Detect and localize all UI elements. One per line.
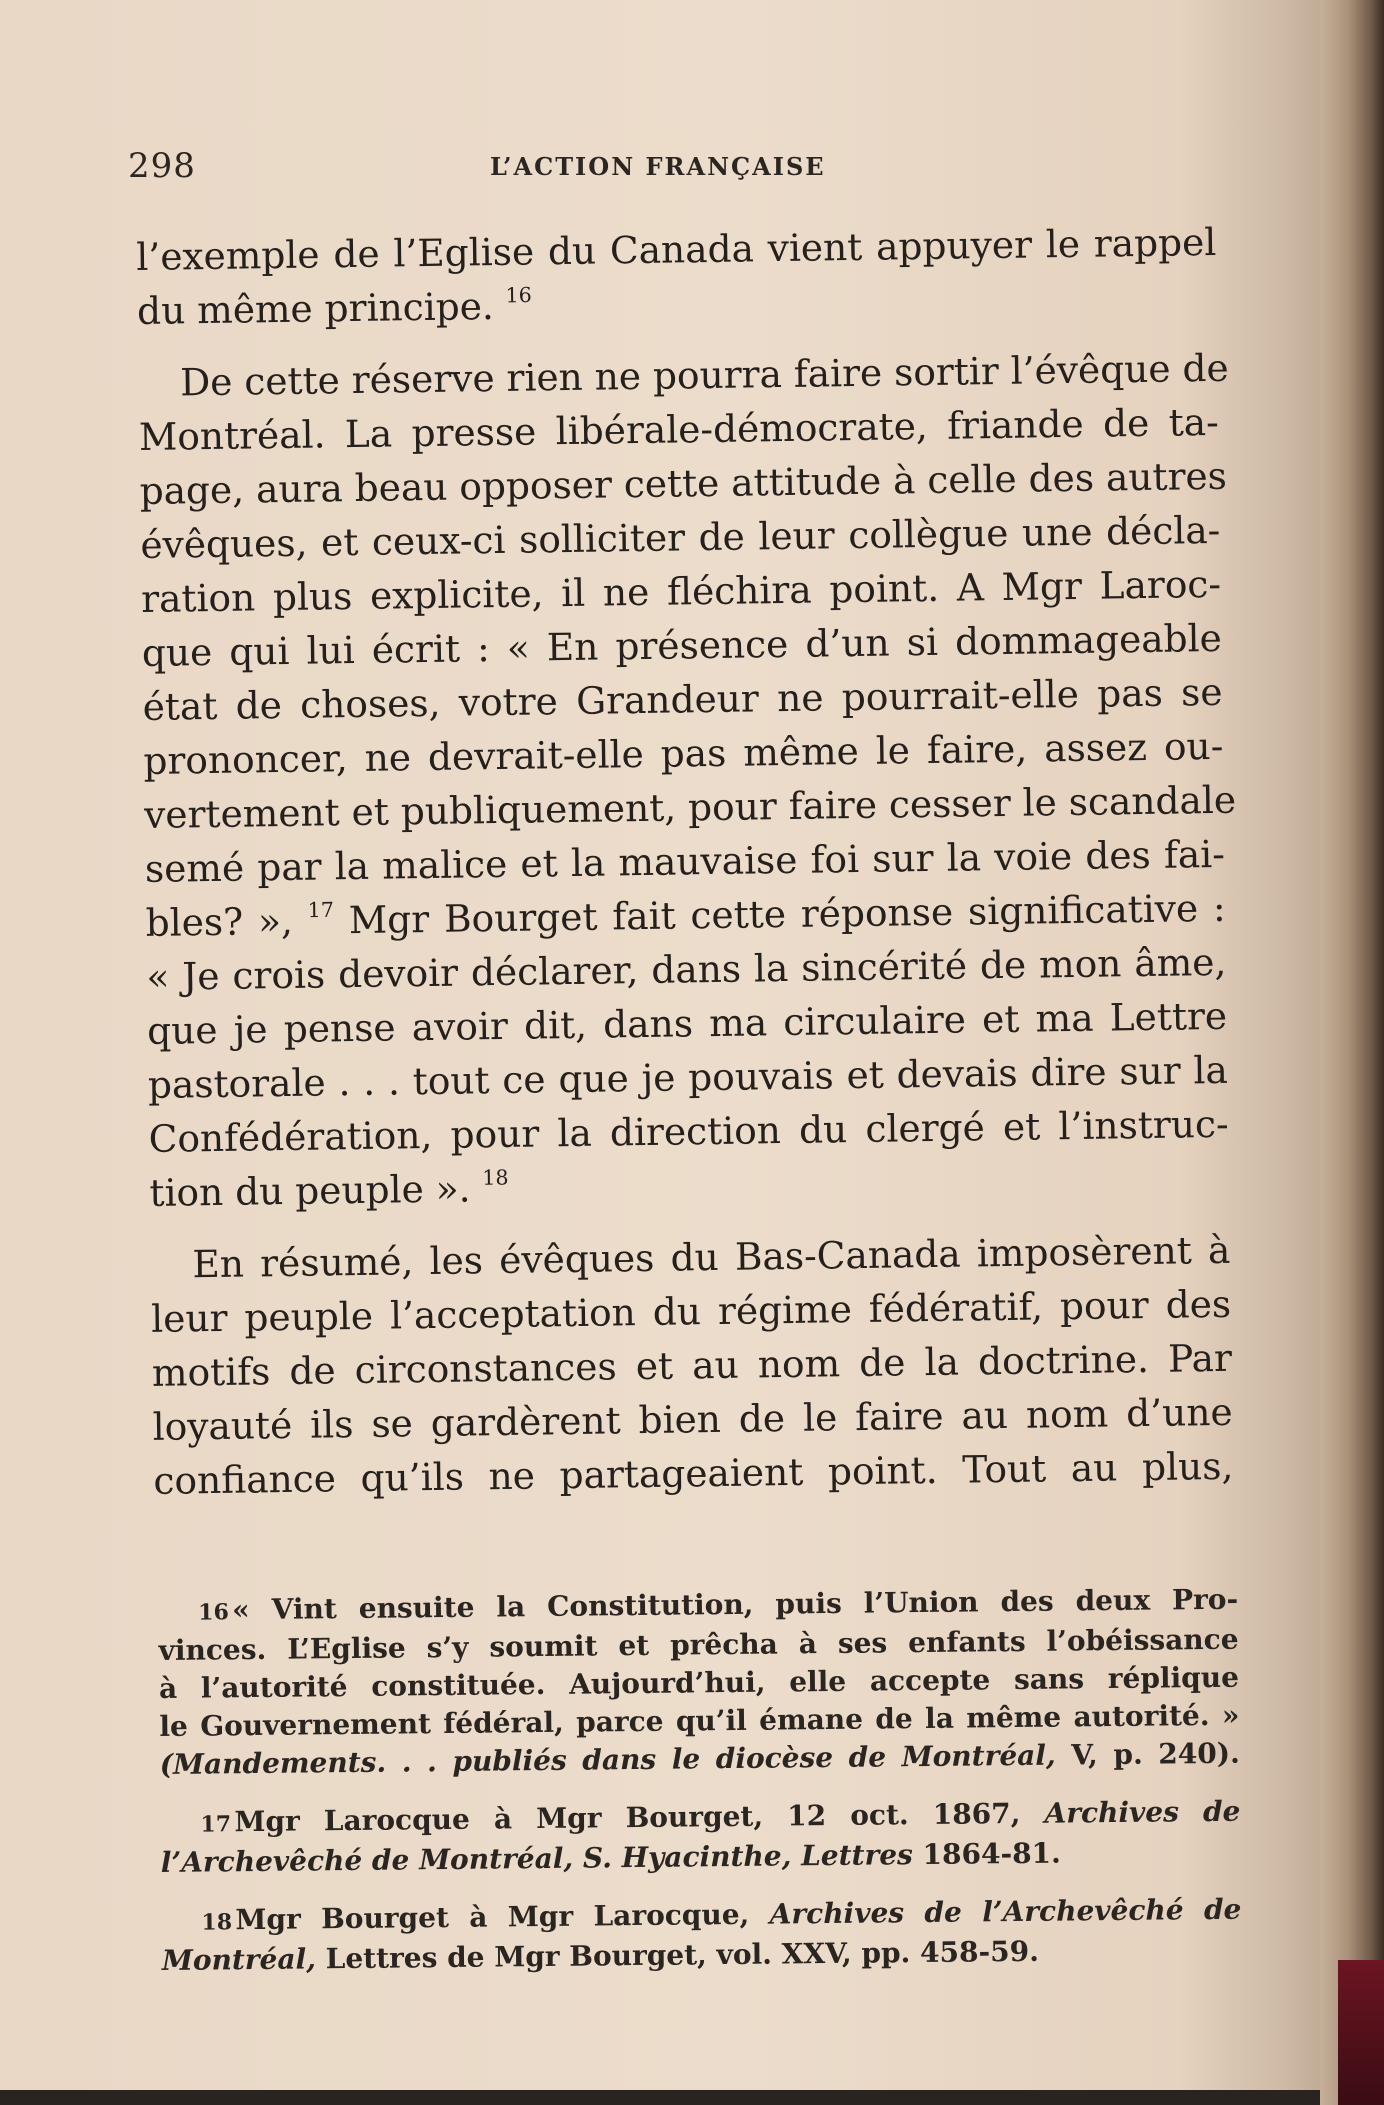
italic-span: Archives de [1044, 1794, 1241, 1830]
page-header [128, 146, 848, 196]
text-span: Mgr Bourget à Mgr Larocque, [235, 1897, 770, 1937]
italic-span: (Mandements. . . publiés dans le diocèse de Montréal, [159, 1738, 1056, 1781]
text-line: l’exemple de l’Eglise du Canada vient appuyer le rappel [136, 219, 1217, 279]
footnote-16 [158, 1581, 1240, 1784]
italic-span: Montréal, [161, 1942, 317, 1977]
footnote-number: 18 [201, 1909, 233, 1936]
running-title: L’ACTION FRANÇAISE [490, 152, 826, 181]
text-span: V, p. 240). [1055, 1736, 1240, 1772]
text-line: Confédération, pour la direction du clergé et l’instruc- [148, 1101, 1229, 1161]
paragraph-3 [150, 1223, 1234, 1508]
text-span: Mgr Larocque à Mgr Bourget, 12 oct. 1867, [234, 1796, 1045, 1839]
text-line: En résumé, les évêques du Bas-Canada imposèrent à [192, 1227, 1231, 1287]
footnotes [158, 1581, 1242, 2000]
text-line: leur peuple l’acceptation du régime fédératif, pour des [150, 1281, 1232, 1341]
text-span: bles? », [145, 898, 294, 945]
text-line: vinces. L’Eglise s’y soumit et prêcha à ses enfants l’obéissance [158, 1622, 1239, 1667]
footnote-ref-17: 17 [307, 897, 335, 923]
text-line: loyauté ils se gardèrent bien de le faire au nom d’une [152, 1389, 1233, 1449]
text-line: le Gouvernement fédéral, parce qu’il émane de la même autorité. » [159, 1698, 1240, 1743]
footnote-ref-18: 18 [482, 1165, 509, 1190]
text-line: à l’autorité constituée. Aujourd’hui, elle accepte sans réplique [158, 1660, 1240, 1705]
text-line: pastorale . . . tout ce que je pouvais et devais dire sur la [147, 1047, 1229, 1107]
text-line: ration plus explicite, il ne fléchira point. A Mgr Laroc- [140, 561, 1222, 621]
text-span: du même principe. [136, 284, 495, 333]
book-spine-shadow [1320, 0, 1384, 2105]
text-line: motifs de circonstances et au nom de la doctrine. Par [151, 1335, 1233, 1395]
text-line: semé par la malice et la mauvaise foi sur la voie des fai- [144, 831, 1226, 891]
text-span: tion du peuple ». [149, 1166, 471, 1215]
text-line: que qui lui écrit : « En présence d’un si dommageable [141, 615, 1223, 675]
paragraph-1 [136, 215, 1217, 338]
text-span: Mgr Bourget fait cette réponse significative : [333, 885, 1226, 943]
text-span: « Vint ensuite la Constitution, puis l’Union des deux Pro- [232, 1582, 1239, 1627]
body-text [136, 215, 1237, 1508]
footnote-18 [161, 1891, 1242, 1980]
text-line: évêques, et ceux-ci solliciter de leur collègue une décla- [140, 507, 1221, 567]
footnote-number: 16 [198, 1599, 229, 1626]
text-line: Montréal. La presse libérale-démocrate, friande de ta- [138, 399, 1220, 459]
text-span: Lettres de Mgr Bourget, vol. XXV, pp. 458-59. [315, 1934, 1040, 1976]
text-line: prononcer, ne devrait-elle pas même le faire, assez ou- [143, 723, 1224, 783]
footnote-number: 17 [200, 1811, 232, 1838]
book-cover-edge [1338, 1960, 1384, 2105]
text-line: De cette réserve rien ne pourra faire sortir l’évêque de [179, 345, 1229, 405]
paragraph-2 [138, 341, 1237, 1220]
text-line: état de choses, votre Grandeur ne pourrait-elle pas se [142, 669, 1223, 729]
italic-span: l’Archevêché de Montréal, S. Hyacinthe, Lettres [160, 1838, 913, 1879]
footnote-ref-16: 16 [505, 282, 532, 308]
footnote-17 [160, 1793, 1241, 1882]
text-line: confiance qu’ils ne partageaient point. Tout au plus, [153, 1443, 1234, 1503]
text-line: page, aura beau opposer cette attitude à celle des autres [139, 453, 1228, 513]
text-line: vertement et publiquement, pour faire cesser le scandale [143, 777, 1237, 837]
page-number: 298 [128, 146, 196, 186]
text-line: que je pense avoir dit, dans ma circulaire et ma Lettre [146, 993, 1228, 1053]
text-line: « Je crois devoir déclarer, dans la sincérité de mon âme, [146, 939, 1227, 999]
text-span: 1864-81. [912, 1836, 1061, 1872]
italic-span: Archives de l’Archevêché de [769, 1892, 1242, 1931]
